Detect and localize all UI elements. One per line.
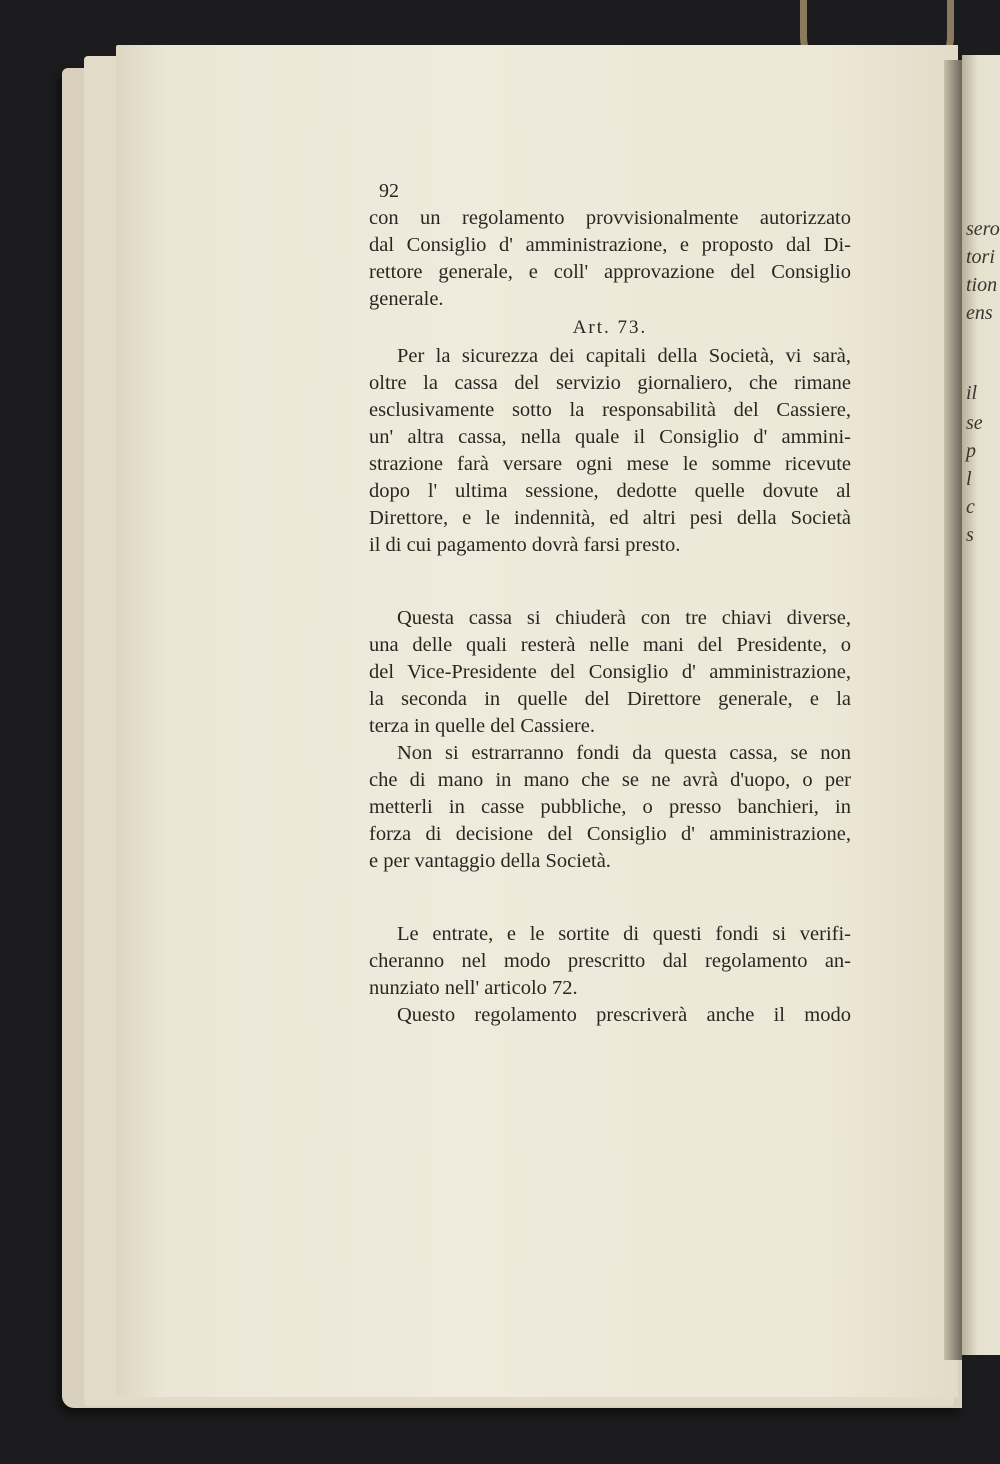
text-line: la seconda in quelle del Direttore generale, e la — [369, 688, 851, 710]
text-line: con un regolamento provvisionalmente autorizzato — [369, 207, 851, 229]
paragraph-4 — [369, 921, 851, 1002]
article-heading: Art. 73. — [572, 317, 648, 338]
text-line: che di mano in mano che se ne avrà d'uopo, o per — [369, 769, 851, 791]
text-line: dal Consiglio d' amministrazione, e proposto dal Di- — [369, 234, 851, 256]
page-text-block — [369, 180, 851, 1029]
book-gutter — [944, 60, 962, 1360]
text-line: nunziato nell' articolo 72. — [369, 977, 578, 999]
text-line: un' altra cassa, nella quale il Consiglio d' ammini- — [369, 426, 851, 448]
paragraph-2 — [369, 605, 851, 740]
text-line: forza di decisione del Consiglio d' amministrazione, — [369, 823, 851, 845]
facing-page-fragment: p — [966, 440, 976, 462]
facing-page-fragment: tion — [966, 274, 998, 296]
text-line: generale. — [369, 288, 444, 310]
text-line: terza in quelle del Cassiere. — [369, 715, 595, 737]
text-line: metterli in casse pubbliche, o presso banchieri, in — [369, 796, 851, 818]
facing-page-fragment: sero — [966, 218, 1000, 240]
paragraph-3 — [369, 740, 851, 875]
text-line: il di cui pagamento dovrà farsi presto. — [369, 534, 681, 556]
facing-page-fragment: il — [966, 382, 978, 404]
text-line: strazione farà versare ogni mese le somme ricevute — [369, 453, 851, 475]
text-line: e per vantaggio della Società. — [369, 850, 611, 872]
text-line: Non si estrarranno fondi da questa cassa, se non — [397, 742, 851, 764]
text-line: cheranno nel modo prescritto dal regolamento an- — [369, 950, 851, 972]
text-line: rettore generale, e coll' approvazione del Consiglio — [369, 261, 851, 283]
page-number: 92 — [379, 180, 399, 202]
facing-page-fragment: ens — [966, 302, 993, 324]
facing-page-fragment: l — [966, 468, 972, 490]
text-line: Questo regolamento prescriverà anche il modo — [397, 1004, 851, 1026]
paragraph-1 — [369, 343, 851, 559]
text-line: una delle quali resterà nelle mani del Presidente, o — [369, 634, 851, 656]
facing-page-fragment: tori — [966, 246, 995, 268]
facing-page-fragment: s — [966, 524, 974, 546]
paragraph-intro — [369, 205, 851, 313]
text-line: Direttore, e le indennità, ed altri pesi della Società — [369, 507, 851, 529]
text-line: oltre la cassa del servizio giornaliero, che rimane — [369, 372, 851, 394]
facing-page-fragment: se — [966, 412, 983, 434]
facing-page-fragment: c — [966, 496, 975, 518]
text-line: Questa cassa si chiuderà con tre chiavi diverse, — [397, 607, 851, 629]
text-line: Le entrate, e le sortite di questi fondi si verifi- — [397, 923, 851, 945]
text-line: esclusivamente sotto la responsabilità del Cassiere, — [369, 399, 851, 421]
text-line: dopo l' ultima sessione, dedotte quelle dovute al — [369, 480, 851, 502]
text-line: del Vice-Presidente del Consiglio d' amministrazione, — [369, 661, 851, 683]
text-line: Per la sicurezza dei capitali della Società, vi sarà, — [397, 345, 851, 367]
paragraph-5 — [369, 1002, 851, 1029]
